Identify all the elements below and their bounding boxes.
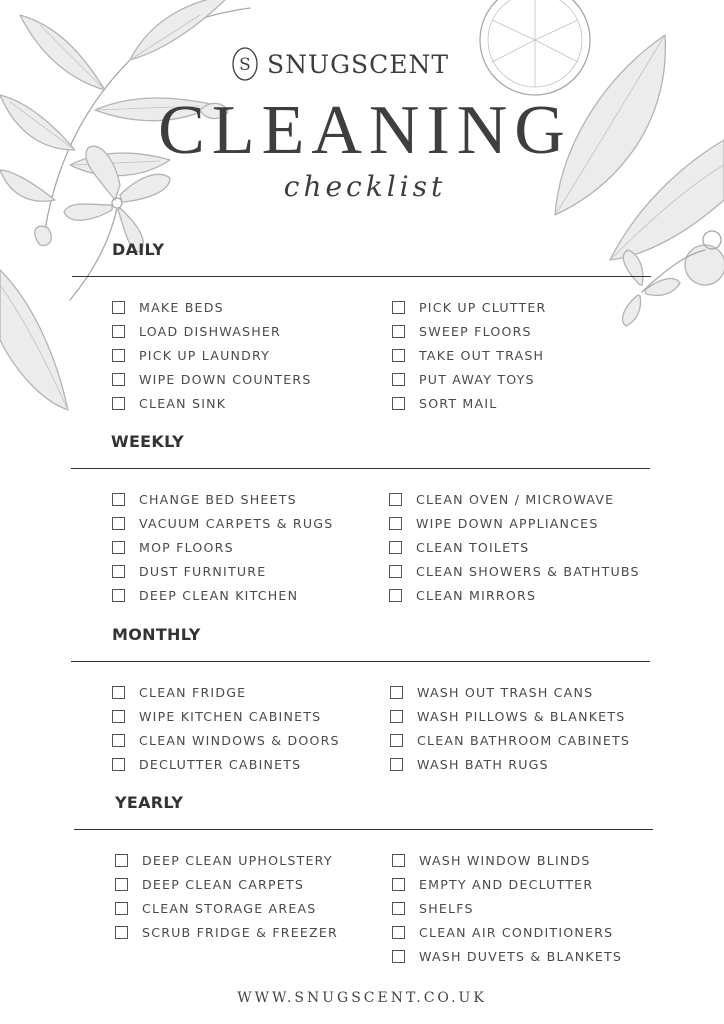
task-item[interactable]	[112, 296, 312, 320]
task-item[interactable]	[392, 944, 622, 968]
section-divider	[71, 661, 650, 662]
task-list-left	[115, 849, 338, 944]
task-item[interactable]	[112, 512, 333, 536]
task-checkbox[interactable]	[389, 589, 402, 602]
task-label: CLEAN BATHROOM CABINETS	[417, 732, 631, 748]
task-label: CLEAN OVEN / MICROWAVE	[416, 492, 615, 508]
task-item[interactable]	[112, 729, 340, 753]
task-label: LOAD DISHWASHER	[139, 324, 281, 340]
task-item[interactable]	[390, 752, 630, 776]
leaf-left-edge	[0, 270, 68, 410]
task-item[interactable]	[389, 583, 640, 607]
task-label: CLEAN STORAGE AREAS	[142, 900, 317, 916]
task-item[interactable]	[389, 488, 640, 512]
svg-text:S: S	[239, 55, 251, 75]
task-item[interactable]	[392, 296, 546, 320]
section-divider	[71, 468, 650, 469]
task-label: MOP FLOORS	[139, 539, 234, 555]
task-checkbox[interactable]	[390, 734, 403, 747]
task-checkbox[interactable]	[112, 541, 125, 554]
task-checkbox[interactable]	[112, 325, 125, 338]
page-title: CLEANING	[158, 92, 572, 169]
task-item[interactable]	[392, 849, 622, 873]
task-item[interactable]	[115, 849, 338, 873]
task-item[interactable]	[112, 705, 340, 729]
section-divider	[72, 276, 651, 277]
task-checkbox[interactable]	[112, 710, 125, 723]
task-label: WASH BATH RUGS	[417, 756, 549, 772]
task-checkbox[interactable]	[112, 734, 125, 747]
section-title: DAILY	[112, 240, 165, 259]
task-checkbox[interactable]	[389, 517, 402, 530]
task-checkbox[interactable]	[115, 878, 128, 891]
task-label: DEEP CLEAN CARPETS	[142, 877, 305, 893]
task-label: WASH WINDOW BLINDS	[419, 853, 591, 869]
task-list-right	[390, 681, 630, 776]
task-item[interactable]	[392, 320, 546, 344]
task-checkbox[interactable]	[390, 710, 403, 723]
task-item[interactable]	[392, 873, 622, 897]
task-label: MAKE BEDS	[139, 300, 224, 316]
task-item[interactable]	[390, 729, 630, 753]
task-checkbox[interactable]	[112, 373, 125, 386]
task-item[interactable]	[112, 391, 312, 415]
website-url[interactable]: WWW.SNUGSCENT.CO.UK	[237, 990, 487, 1006]
task-list-left	[112, 681, 340, 776]
task-label: SCRUB FRIDGE & FREEZER	[142, 924, 338, 940]
task-checkbox[interactable]	[112, 349, 125, 362]
task-label: DUST FURNITURE	[139, 563, 267, 579]
section-title: MONTHLY	[112, 625, 201, 644]
task-label: SHELFS	[419, 900, 474, 916]
task-list-right	[392, 296, 546, 415]
task-checkbox[interactable]	[389, 541, 402, 554]
task-item[interactable]	[392, 897, 622, 921]
task-item[interactable]	[392, 344, 546, 368]
task-label: DEEP CLEAN UPHOLSTERY	[142, 853, 333, 869]
task-item[interactable]	[115, 897, 338, 921]
task-checkbox[interactable]	[392, 926, 405, 939]
task-checkbox[interactable]	[390, 758, 403, 771]
task-checkbox[interactable]	[392, 878, 405, 891]
snugscent-monogram-icon	[231, 46, 259, 82]
task-item[interactable]	[115, 873, 338, 897]
section-title: WEEKLY	[111, 432, 184, 451]
task-label: CHANGE BED SHEETS	[139, 492, 297, 508]
task-label: WASH PILLOWS & BLANKETS	[417, 709, 626, 725]
task-label: DEEP CLEAN KITCHEN	[139, 587, 299, 603]
task-checkbox[interactable]	[115, 902, 128, 915]
task-checkbox[interactable]	[112, 493, 125, 506]
task-label: CLEAN AIR CONDITIONERS	[419, 924, 614, 940]
task-checkbox[interactable]	[392, 902, 405, 915]
task-item[interactable]	[112, 559, 333, 583]
page-subtitle: checklist	[283, 170, 447, 203]
task-item[interactable]	[112, 320, 312, 344]
task-item[interactable]	[392, 920, 622, 944]
task-list-right	[392, 849, 622, 968]
task-label: SORT MAIL	[419, 395, 498, 411]
task-item[interactable]	[112, 536, 333, 560]
task-item[interactable]	[392, 367, 546, 391]
task-item[interactable]	[392, 391, 546, 415]
task-label: VACUUM CARPETS & RUGS	[139, 516, 334, 532]
task-checkbox[interactable]	[112, 565, 125, 578]
section-title: YEARLY	[115, 793, 184, 812]
task-label: PICK UP LAUNDRY	[139, 347, 271, 363]
task-checkbox[interactable]	[392, 301, 405, 314]
task-label: PUT AWAY TOYS	[419, 371, 535, 387]
task-checkbox[interactable]	[112, 758, 125, 771]
task-label: CLEAN SINK	[139, 395, 227, 411]
task-checkbox[interactable]	[112, 686, 125, 699]
task-checkbox[interactable]	[389, 565, 402, 578]
task-label: TAKE OUT TRASH	[419, 347, 545, 363]
task-item[interactable]	[390, 705, 630, 729]
task-label: CLEAN MIRRORS	[416, 587, 537, 603]
task-checkbox[interactable]	[392, 950, 405, 963]
section-divider	[74, 829, 653, 830]
task-item[interactable]	[112, 681, 340, 705]
brand-name: SNUGSCENT	[267, 49, 450, 79]
task-label: SWEEP FLOORS	[419, 324, 532, 340]
task-checkbox[interactable]	[392, 854, 405, 867]
task-item[interactable]	[112, 752, 340, 776]
task-checkbox[interactable]	[390, 686, 403, 699]
task-list-right	[389, 488, 640, 607]
task-checkbox[interactable]	[115, 854, 128, 867]
task-label: CLEAN FRIDGE	[139, 685, 247, 701]
task-checkbox[interactable]	[392, 397, 405, 410]
task-label: WASH OUT TRASH CANS	[417, 685, 594, 701]
task-checkbox[interactable]	[389, 493, 402, 506]
task-label: WIPE KITCHEN CABINETS	[139, 709, 322, 725]
task-item[interactable]	[389, 512, 640, 536]
task-item[interactable]	[389, 559, 640, 583]
brand-logo	[231, 44, 449, 84]
task-list-left	[112, 488, 333, 607]
task-checkbox[interactable]	[115, 926, 128, 939]
task-item[interactable]	[389, 536, 640, 560]
task-list-left	[112, 296, 312, 415]
task-item[interactable]	[112, 344, 312, 368]
task-checkbox[interactable]	[112, 589, 125, 602]
task-checkbox[interactable]	[112, 517, 125, 530]
task-label: CLEAN TOILETS	[416, 539, 530, 555]
task-item[interactable]	[112, 367, 312, 391]
task-item[interactable]	[112, 583, 333, 607]
task-label: WIPE DOWN COUNTERS	[139, 371, 312, 387]
task-label: DECLUTTER CABINETS	[139, 756, 302, 772]
task-item[interactable]	[112, 488, 333, 512]
task-label: CLEAN SHOWERS & BATHTUBS	[416, 563, 640, 579]
task-label: EMPTY AND DECLUTTER	[419, 877, 594, 893]
lemon-slice	[480, 0, 590, 95]
task-label: PICK UP CLUTTER	[419, 300, 547, 316]
task-label: WASH DUVETS & BLANKETS	[419, 948, 623, 964]
task-checkbox[interactable]	[392, 325, 405, 338]
task-item[interactable]	[115, 920, 338, 944]
task-label: CLEAN WINDOWS & DOORS	[139, 732, 340, 748]
task-label: WIPE DOWN APPLIANCES	[416, 516, 599, 532]
task-checkbox[interactable]	[112, 301, 125, 314]
task-checkbox[interactable]	[392, 349, 405, 362]
task-checkbox[interactable]	[392, 373, 405, 386]
task-checkbox[interactable]	[112, 397, 125, 410]
task-item[interactable]	[390, 681, 630, 705]
